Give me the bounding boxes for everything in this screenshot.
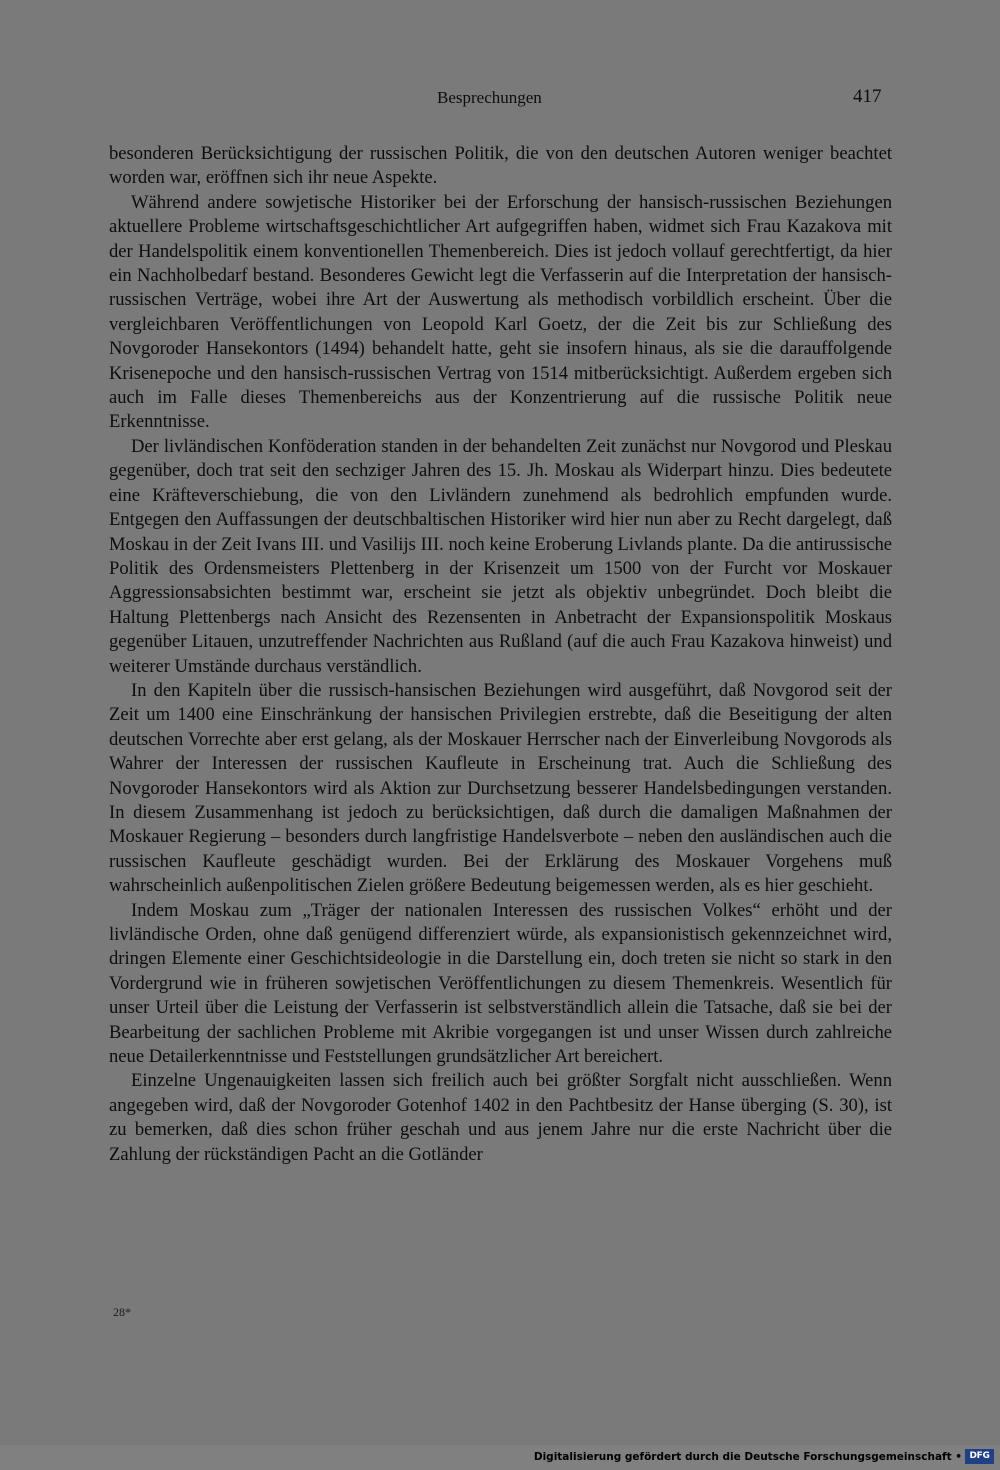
paragraph-6: Einzelne Ungenauigkeiten lassen sich freilich auch bei größter Sorgfalt nicht ausschließen. Wenn angegeben wird, daß der Novgoroder Gotenhof 1402 in den Pachtbesitz der Hanse überging (S. 30), ist zu bemerken, daß dies schon früher geschah und aus jenem Jahre nur die erste Nachricht über die Zahlung der rückständigen Pacht an die Gotländer <box>109 1070 892 1165</box>
sheet-signature: 28* <box>113 1305 131 1319</box>
page-number: 417 <box>853 86 882 107</box>
paragraph-5: Indem Moskau zum „Träger der nationalen Interessen des russischen Volkes“ erhöht und der livländische Orden, ohne daß genügend differenziert würde, als expansionistisch gekennzeichnet wird, dringen Elemente einer Geschichtsideologie in die Darstellung ein, doch treten sie nicht so stark in den Vordergrund wie in früheren sowjetischen Veröffentlichungen zu diesem Themenkreis. Wesentlich für unser Urteil über die Leistung der Verfasserin ist selbstverständlich allein die Tatsache, daß sie bei der Bearbeitung der sachlichen Probleme mit Akribie vorgegangen ist und unser Wissen durch zahlreiche neue Detailerkenntnisse und Feststellungen grundsätzlicher Art bereichert. <box>109 899 892 1068</box>
paragraph-3: Der livländischen Konföderation standen in der behandelten Zeit zunächst nur Novgorod und Pleskau gegenüber, doch trat seit den sechziger Jahren des 15. Jh. Moskau als Widerpart hinzu. Dies bedeutete eine Kräfteverschiebung, die von den Livländern zunehmend als bedrohlich empfunden wurde. Entgegen den Auffassungen der deutschbaltischen Historiker wird hier nun aber zu Recht dargelegt, daß Moskau in der Zeit Ivans III. und Vasilijs III. noch keine Eroberung Livlands plante. Da die antirussische Politik des Ordensmeisters Plettenberg in der Krisenzeit um 1500 von der Furcht vor Moskauer Aggressionsabsichten bestimmt war, erscheint sie jetzt als objektiv unbegründet. Doch bleibt die Haltung Plettenbergs nach Ansicht des Rezensenten in Anbetracht der Expansionspolitik Moskaus gegenüber Litauen, unzutreffender Nachrichten aus Rußland (auf die auch Frau Kazakova hinweist) und weiterer Umstände durchaus verständlich. <box>109 435 892 677</box>
paragraph-1: besonderen Berücksichtigung der russischen Politik, die von den deutschen Autoren weniger beachtet worden war, eröffnen sich ihr neue Aspekte. <box>109 143 892 189</box>
paragraph-2: Während andere sowjetische Historiker bei der Erforschung der hansisch-russischen Beziehungen aktuellere Probleme wirtschaftsgeschichtlicher Art aufgegriffen haben, widmet sich Frau Kazakova mit der Handelspolitik einem konventionellen Themenbereich. Dies ist jedoch vollauf gerechtfertigt, da hier ein Nachholbedarf bestand. Besonderes Gewicht legt die Verfasserin auf die Interpretation der hansisch-russischen Verträge, wobei ihre Art der Auswertung als methodisch vorbildlich erscheint. Über die vergleichbaren Veröffentlichungen von Leopold Karl Goetz, der die Zeit bis zur Schließung des Novgoroder Hansekontors (1494) behandelt hatte, geht sie insofern hinaus, als sie die darauffolgende Krisenepoche und den hansisch-russischen Vertrag von 1514 mitberücksichtigt. Außerdem ergeben sich auch im Falle dieses Themenbereichs aus der Konzentrierung auf die russische Politik neue Erkenntnisse. <box>109 191 892 433</box>
running-head-title: Besprechungen <box>437 88 542 107</box>
paragraph-4: In den Kapiteln über die russisch-hansischen Beziehungen wird ausgeführt, daß Novgorod seit der Zeit um 1400 eine Einschränkung der hansischen Privilegien erstrebte, daß die Beseitigung der alten deutschen Vorrechte aber erst gelang, als der Moskauer Herrscher nach der Einverleibung Novgorods als Wahrer der Interessen der russischen Kaufleute in Erscheinung trat. Auch die Schließung des Novgoroder Hansekontors wird als Aktion zur Durchsetzung besserer Handelsbedingungen verstanden. In diesem Zusammenhang ist jedoch zu berücksichtigen, daß durch die damaligen Maßnahmen der Moskauer Regierung – besonders durch langfristige Handelsverbote – neben den ausländischen auch die russischen Kaufleute geschädigt wurden. Bei der Erklärung des Moskauer Vorgehens muß wahrscheinlich außenpolitischen Zielen größere Bedeutung beigemessen werden, als es hier geschieht. <box>109 679 892 897</box>
funding-bar <box>0 1445 1000 1470</box>
funding-notice: Digitalisierung gefördert durch die Deutsche Forschungsgemeinschaft • <box>533 1451 962 1463</box>
dfg-logo-icon: DFG <box>965 1449 994 1464</box>
text-body <box>109 142 892 1167</box>
